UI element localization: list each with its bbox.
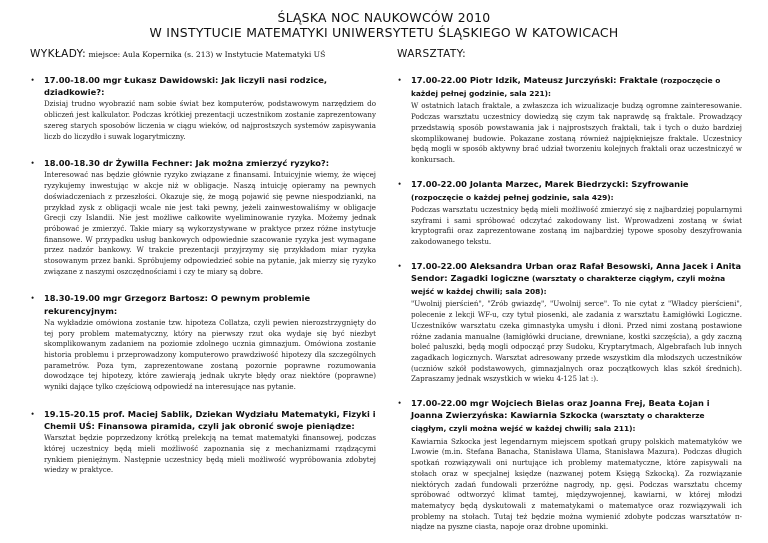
workshop-title: [411, 397, 742, 436]
workshop-description: Podczas warsztatu uczestnicy będą mieli możliwość zmierzyć się z najbardziej popularnymi szyframi i sami spróbować odczytać zakodowany list. Wprowadzeni zostaną w świat kryptografii oraz zaprezentowane zostaną im najbardziej typowe sposoby deszyfrowania zakodowanego tekstu.: [411, 205, 742, 247]
workshop-title: [411, 260, 742, 299]
lecture-description: Na wykładzie omówiona zostanie tzw. hipoteza Collatza, czyli pewien nierozstrzygnięty do tej pory problem matematyczny, który na pierwszy rzut oka wydaje się być niezbyt skomplikowanym zadaniem na poziomie zdolnego ucznia gimnazjum. Omówiona zostanie historia problemu i przeprowadzony komputerowo prawdziwość hipotezy dla szczególnych parametrów. Poza tym, zaprezentowane zostaną pozornie poprawne rozumowania dowodzące tej hipotezy, które zawierają jednak ukryte błędy oraz niektóre (poprawne) wyniki dające tylko częściową odpowiedź na interesujące nas pytanie.: [44, 317, 376, 392]
bullet-icon: •: [398, 398, 402, 409]
lecture-item: [30, 157, 376, 277]
workshop-item: [397, 178, 742, 248]
lecture-description: Interesować nas będzie głównie ryzyko związane z finansami. Intuicyjnie wiemy, że więcej ryzykujemy inwestując w akcje niż w obligacje. Naszą intuicję opieramy na pewnych doświadczeniach z przeszłości. Okazuje się, że mogą pojawić się pewne niespodzianki, na przykład zysk z obligacji wcale nie jest taki pewny, jeżeli zainwestowaliśmy w obligacje Grecji czy Islandii. Nie jest możliwe całkowite wyeliminowanie ryzyka. Możemy jednak próbować je zmierzyć. Takie miary są wykorzystywane w praktyce przez różne instytucje finansowe. W przypadku usług bankowych odpowiednie szacowanie ryzyka jest wymagane przez nadzór bankowy. W trakcie prezentacji przyjrzymy się przykładom miar ryzyka stosowanym przez banki. Spróbujemy odpowiedzieć sobie na pytanie, jak mierzy się ryzyko związane z naszymi oszczędnościami i czy te miary są dobre.: [44, 170, 376, 276]
workshop-title-main: 17.00-22.00 Aleksandra Urban oraz Rafał Besowski, Anna Jacek i Anita Sendor: Zagadki logiczne: [411, 260, 742, 284]
workshop-description: "Uwolnij pierścień", "Zrób gwiazdę", "Uwolnij serce". To nie cytat z "Władcy pierścieni", polecenie z lekcji WF-u, czy tytuł piosenki, ale zadania z warsztatu Łamigłówki Logiczne. Uczestników warsztatu czeka gimnastyka umysłu i dłoni. Przed nimi zostaną postawione różne zadania manualne (łamigłówki druciane, drewniane, kostki szczęścia), a gdy zaczną boleć paluszki, będą mogli odpocząć przy Sudoku, Kryptarytmach, Algebrafach lub innych zagadkach logicznych. Warsztat adresowany przede wszystkim dla młodszych uczestników (uczniów szkół podstawowych, gimnazjalnych oraz początkowych klas szkół średnich). Zapraszamy jednak wszystkich w wieku 4-125 lat :).: [411, 299, 742, 384]
workshop-schedule: (rozpoczęcie o każdej pełnej godzinie, sala 429):: [411, 192, 614, 202]
lecture-item: [30, 74, 376, 142]
lecture-title: 17.00-18.00 mgr Łukasz Dawidowski: Jak liczyli nasi rodzice, dziadkowie?:: [44, 75, 327, 98]
lecture-item: [30, 408, 376, 476]
lecture-title: 19.15-20.15 prof. Maciej Sablik, Dziekan Wydziału Matematyki, Fizyki i Chemii UŚ: Finansowa piramida, czyli jak obronić swoje pieniądze:: [44, 408, 376, 431]
workshop-description: Kawiarnia Szkocka jest legendarnym miejscem spotkań grupy polskich matematyków we Lwowie (m.in. Stefana Banacha, Stanisława Ulama, Stanisława Mazura). Podczas długich spotkań rozwiązywali oni nurtujące ich problemy matematyczne, które zapisywali na stołach oraz w specjalnej księdze (nazwanej potem Księgą Szkocką). Za rozwiązanie niektórych zadań fundowali przeróżne nagrody, np. gęsi. Podczas warsztatu chcemy spróbować odtworzyć klimat tamtej, międzywojennej, kawiarni, w której młodzi matematycy będą dyskutowali z matematykami o matematyce oraz rozwiązywali ich problemy na stołach. Tutaj też będzie można wymienić zdobyte podczas warsztatów π-niądze na pyszne ciasta, napoje oraz drobne upominki.: [411, 436, 742, 532]
workshop-item: [397, 260, 742, 385]
bullet-icon: •: [398, 260, 402, 271]
lectures-heading: [30, 48, 376, 60]
lecture-item: [30, 292, 376, 392]
workshop-schedule: (warsztaty o charakterze ciągłym, czyli można wejść w każdej chwili; sala 211):: [411, 411, 705, 434]
bullet-icon: •: [398, 75, 402, 85]
lecture-description: Warsztat będzie poprzedzony krótką prelekcją na temat matematyki finansowej, podczas której uczestnicy będą mieli możliwość zapoznania się z mechanizmami rządzącymi rynkiem pieniężnym. Następnie uczestnicy będą mieli możliwość wypróbowania zdobytej wiedzy w praktyce.: [44, 433, 376, 475]
bullet-icon: •: [31, 75, 35, 85]
workshop-title: [411, 178, 742, 204]
title-line-2: W INSTYTUCIE MATEMATYKI UNIWERSYTETU ŚLĄSKIEGO W KATOWICACH: [149, 25, 619, 40]
workshop-title-main: 17.00-22.00 mgr Wojciech Bielas oraz Joanna Frej, Beata Łojan i Joanna Zwierzyńska: Kawiarnia Szkocka: [411, 398, 710, 421]
bullet-icon: •: [31, 408, 35, 419]
lectures-venue: miejsce: Aula Kopernika (s. 213) w Instytucie Matematyki UŚ: [86, 50, 326, 59]
bullet-icon: •: [31, 158, 35, 169]
lectures-column: [30, 48, 376, 476]
workshop-title-main: 17.00-22.00 Jolanta Marzec, Marek Biedrzycki: Szyfrowanie: [411, 178, 689, 189]
workshop-item: [397, 397, 742, 533]
workshop-title: [411, 74, 742, 100]
workshops-heading: WARSZTATY:: [397, 48, 467, 60]
title-line-1: ŚLĄSKA NOC NAUKOWCÓW 2010: [277, 10, 491, 25]
workshop-title-main: 17.00-22.00 Piotr Idzik, Mateusz Jurczyński: Fraktale: [411, 75, 658, 85]
lecture-description: Dzisiaj trudno wyobrazić nam sobie świat bez komputerów, podstawowym narzędziem do obliczeń jest kalkulator. Podczas krótkiej prezentacji uczestnikom zostanie zaprezentowany szereg starych sposobów liczenia w ciągu wieków, od najprostszych systemów zapisywania liczb do liczydło i suwak logarytmiczny.: [44, 99, 376, 141]
workshop-schedule: (rozpoczęcie o każdej pełnej godzinie, sala 221):: [411, 76, 721, 99]
workshops-column: [397, 48, 742, 533]
workshop-item: [397, 74, 742, 166]
workshop-schedule: (warsztaty o charakterze ciągłym, czyli można wejść w każdej chwili; sala 208):: [411, 274, 726, 297]
lecture-title: 18.00-18.30 dr Żywilla Fechner: Jak można zmierzyć ryzyko?:: [44, 158, 330, 169]
lecture-title: 18.30-19.00 mgr Grzegorz Bartosz: O pewnym problemie rekurencyjnym:: [44, 293, 311, 316]
lectures-heading-text: WYKŁADY:: [30, 48, 87, 60]
workshop-description: W ostatnich latach fraktale, a zwłaszcza ich wizualizacje budzą ogromne zainteresowanie. Podczas warsztatu uczestnicy dowiedzą się czym tak naprawdę są fraktale. Prowadzący przedstawią sposób powstawania jak i najprostszych fraktali, tak i tych o dużo bardziej skomplikowanej budowie. Pokazane zostaną również najpiękniejsze fraktale. Uczestnicy będą mogli w sposób aktywny brać udział tworzeniu kolejnych fraktali oraz uczestniczyć w konkursach.: [411, 101, 742, 164]
bullet-icon: •: [31, 293, 35, 304]
bullet-icon: •: [398, 178, 402, 189]
